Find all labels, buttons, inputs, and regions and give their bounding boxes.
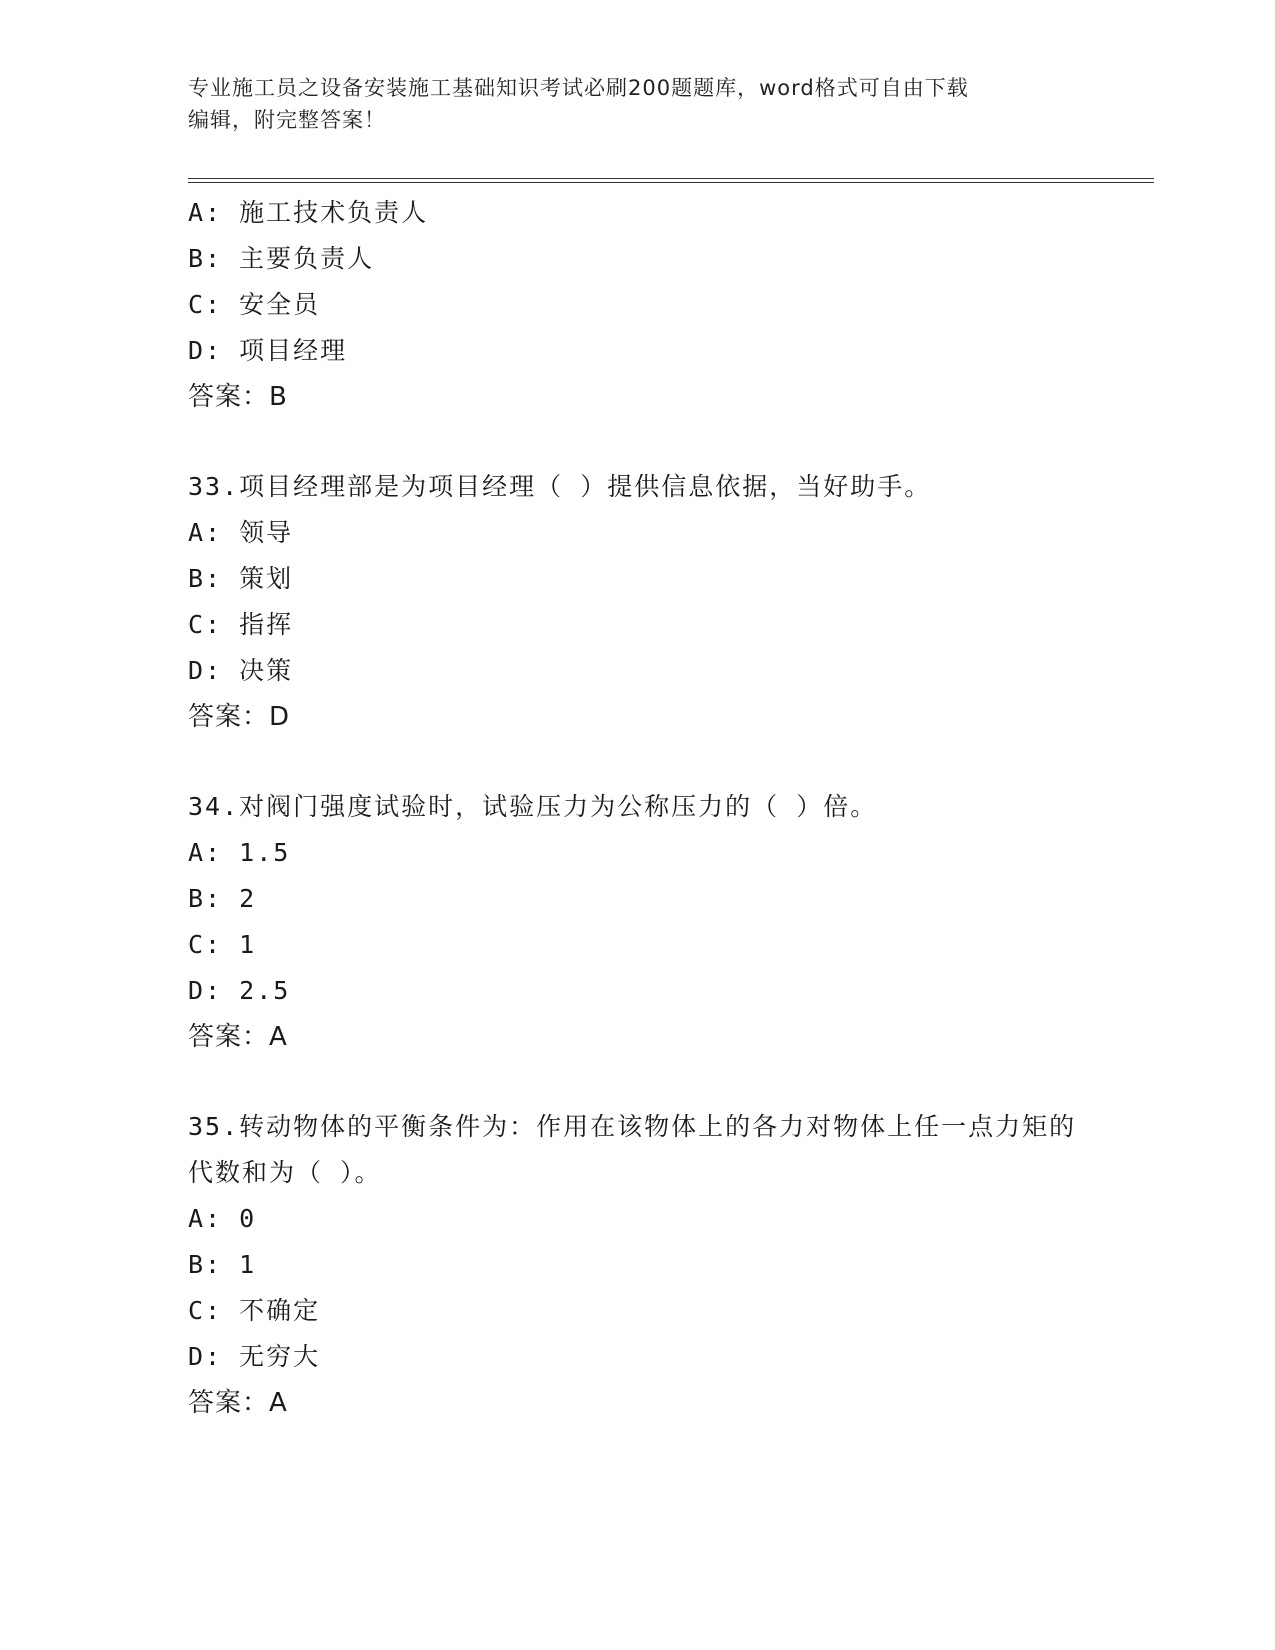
option-label: C: <box>188 930 223 959</box>
question-32-block <box>188 190 1088 420</box>
option-c <box>188 602 1088 648</box>
option-label: D: <box>188 336 223 365</box>
answer-line: 答案：B <box>188 382 288 412</box>
option-label: C: <box>188 1296 223 1325</box>
option-d <box>188 648 1088 694</box>
question-text: 35.转动物体的平衡条件为：作用在该物体上的各力对物体上任一点力矩的代数和为（ ）。 <box>188 1112 1077 1187</box>
option-label: D: <box>188 1342 223 1371</box>
option-text: 领导 <box>239 518 294 547</box>
option-label: A: <box>188 518 223 547</box>
option-text: 决策 <box>239 656 294 685</box>
question-content <box>188 190 1088 1426</box>
header-title-line-2: 编辑，附完整答案！ <box>188 108 386 132</box>
question-text: 33.项目经理部是为项目经理（ ）提供信息依据，当好助手。 <box>188 472 932 501</box>
option-label: B: <box>188 244 223 273</box>
page-header <box>188 72 1068 136</box>
option-b <box>188 1242 1088 1288</box>
option-text: 1 <box>239 930 257 959</box>
question-34-block <box>188 784 1088 1060</box>
option-text: 项目经理 <box>239 336 348 365</box>
option-label: C: <box>188 290 223 319</box>
answer-line: 答案：D <box>188 702 291 732</box>
option-label: D: <box>188 976 223 1005</box>
option-text: 1 <box>239 1250 257 1279</box>
option-c <box>188 1288 1088 1334</box>
option-text: 无穷大 <box>239 1342 321 1371</box>
option-text: 主要负责人 <box>239 244 375 273</box>
header-divider-bottom <box>188 182 1154 183</box>
header-divider-top <box>188 178 1154 179</box>
option-label: A: <box>188 198 223 227</box>
option-d <box>188 328 1088 374</box>
option-a <box>188 190 1088 236</box>
option-text: 2.5 <box>239 976 291 1005</box>
option-text: 0 <box>239 1204 257 1233</box>
option-b <box>188 876 1088 922</box>
option-label: A: <box>188 838 223 867</box>
option-b <box>188 236 1088 282</box>
option-text: 不确定 <box>239 1296 321 1325</box>
option-a <box>188 510 1088 556</box>
option-text: 施工技术负责人 <box>239 198 429 227</box>
option-text: 安全员 <box>239 290 321 319</box>
question-35-block <box>188 1104 1088 1426</box>
option-label: B: <box>188 564 223 593</box>
option-label: B: <box>188 1250 223 1279</box>
option-b <box>188 556 1088 602</box>
option-a <box>188 830 1088 876</box>
option-label: C: <box>188 610 223 639</box>
option-c <box>188 922 1088 968</box>
option-c <box>188 282 1088 328</box>
option-d <box>188 968 1088 1014</box>
option-text: 策划 <box>239 564 294 593</box>
answer-line: 答案：A <box>188 1022 288 1052</box>
option-label: A: <box>188 1204 223 1233</box>
option-text: 指挥 <box>239 610 294 639</box>
option-text: 2 <box>239 884 257 913</box>
question-33-block <box>188 464 1088 740</box>
header-title-line-1: 专业施工员之设备安装施工基础知识考试必刷200题题库，word格式可自由下载 <box>188 76 969 100</box>
option-d <box>188 1334 1088 1380</box>
question-text: 34.对阀门强度试验时，试验压力为公称压力的（ ）倍。 <box>188 792 878 821</box>
option-text: 1.5 <box>239 838 291 867</box>
option-label: D: <box>188 656 223 685</box>
answer-line: 答案：A <box>188 1388 288 1418</box>
option-label: B: <box>188 884 223 913</box>
option-a <box>188 1196 1088 1242</box>
